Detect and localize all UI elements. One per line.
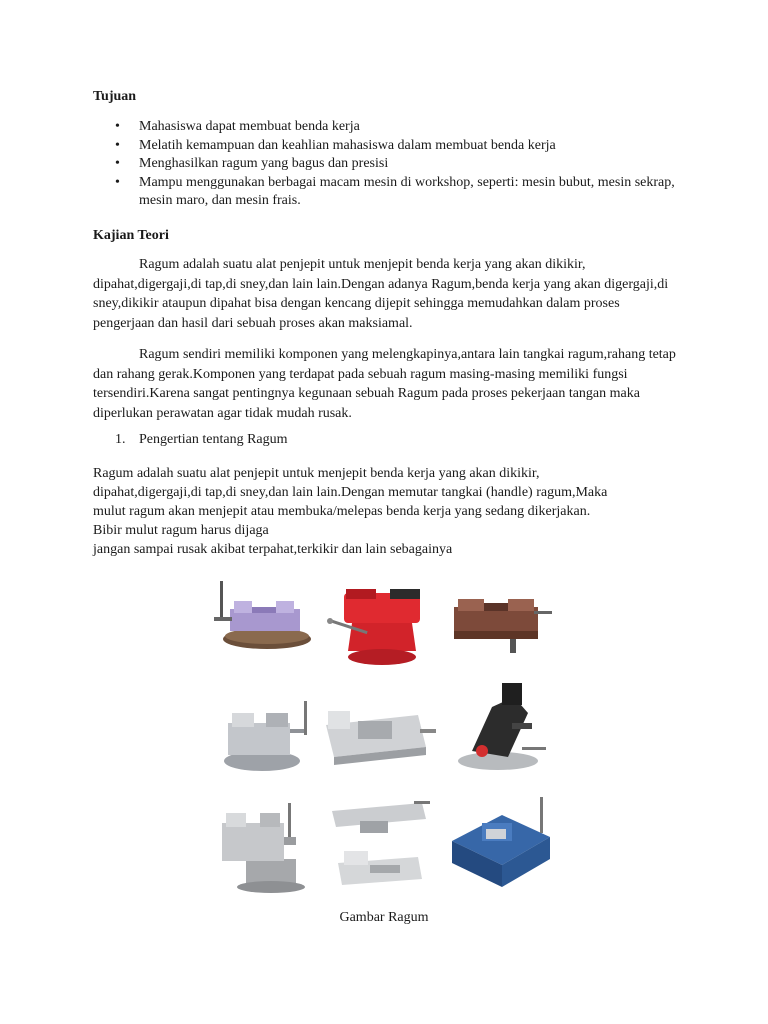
definition-line: Bibir mulut ragum harus dijaga xyxy=(93,523,269,538)
topic-number: 1. xyxy=(115,432,126,447)
vise-purple-swivel-image xyxy=(212,577,320,677)
theory-paragraph-2-text: Ragum sendiri memiliki komponen yang melengkapinya,antara lain tangkai ragum,rahang tetap dan rahang gerak.Komponen yang terdapat pada sebuah ragum masing-masing memiliki fungsi tersendiri.Karena sangat pentingnya kegunaan sebuah Ragum pada proses pekerjaan tangan maka diperlukan perawatan agar tidak mudah rusak. xyxy=(93,347,676,421)
vise-grey-swivel-image xyxy=(218,689,326,789)
vise-black-tilting-image xyxy=(452,677,560,777)
goal-item: • Menghasilkan ragum yang bagus dan presisi xyxy=(93,155,693,174)
vise-silver-angle-image xyxy=(216,799,324,899)
vise-steel-precision-image xyxy=(322,695,430,795)
definition-line: jangan sampai rusak akibat terpahat,terkikir dan lain sebagainya xyxy=(93,542,453,557)
definition-paragraph xyxy=(93,464,683,559)
goal-item: • Melatih kemampuan dan keahlian mahasiswa dalam membuat benda kerja xyxy=(93,137,693,156)
figure-caption: Gambar Ragum xyxy=(339,910,429,925)
theory-paragraph-2 xyxy=(93,345,683,423)
definition-line: dipahat,digergaji,di tap,di sney,dan lain lain.Dengan memutar tangkai (handle) ragum,Maka xyxy=(93,485,608,500)
goal-item: • Mampu menggunakan berbagai macam mesin di workshop, seperti: mesin bubut, mesin sekrap, mesin maro, dan mesin frais. xyxy=(93,174,693,211)
goals-heading: Tujuan xyxy=(93,89,137,104)
definition-line: Ragum adalah suatu alat penjepit untuk menjepit benda kerja yang akan dikikir, xyxy=(93,466,540,481)
topic-item xyxy=(93,432,288,448)
vise-image-gallery xyxy=(212,577,557,895)
topics-list xyxy=(93,432,288,448)
vise-grinding-pair-image xyxy=(330,795,438,895)
goals-list xyxy=(93,118,693,211)
vise-brown-drill-image xyxy=(448,581,556,681)
vise-red-bench-image xyxy=(324,579,432,679)
theory-paragraph-1 xyxy=(93,255,683,333)
vise-blue-compound-image xyxy=(446,795,554,895)
goal-item: • Mahasiswa dapat membuat benda kerja xyxy=(93,118,693,137)
theory-paragraph-1-text: Ragum adalah suatu alat penjepit untuk menjepit benda kerja yang akan dikikir, dipahat,digergaji,di tap,di sney,dan lain lain.Dengan adanya Ragum,benda kerja yang akan digergaji,di sney,dikikir ataupun dipahat bisa dengan kencang dijepit sehingga memudahkan dalam proses pengerjaan dan hasil dari sebuah proses akan maksiamal. xyxy=(93,257,669,331)
topic-label: Pengertian tentang Ragum xyxy=(139,432,288,447)
definition-line: mulut ragum akan menjepit atau membuka/melepas benda kerja yang sedang dikerjakan. xyxy=(93,504,591,519)
theory-heading: Kajian Teori xyxy=(93,228,169,243)
